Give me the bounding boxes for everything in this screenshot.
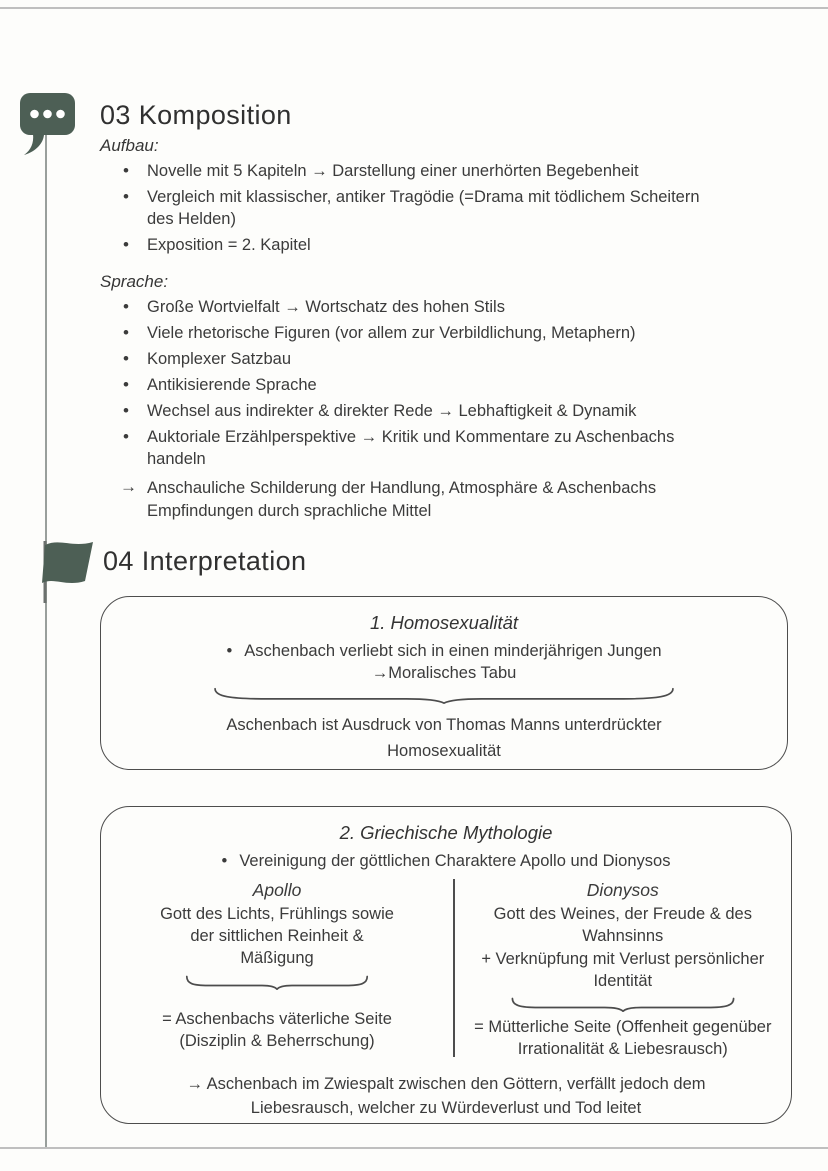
list-item: • Große Wortvielfalt → Wortschatz des hohen Stils	[147, 296, 712, 318]
bottom-divider	[0, 1147, 828, 1149]
mythologie-conclusion: → Aschenbach im Zwiespalt zwischen den Göttern, verfällt jedoch dem Liebesrausch, welcher zu Würdeverlust und Tod leitet	[186, 1075, 706, 1117]
list-item: • Viele rhetorische Figuren (vor allem zur Verbildlichung, Metaphern)	[147, 322, 712, 344]
sprache-label: Sprache:	[100, 272, 169, 291]
box-heading: 1. Homosexualität	[369, 612, 519, 633]
apollo-column	[101, 879, 453, 1060]
mythologie-box	[100, 806, 792, 1124]
comparison-columns	[101, 879, 791, 1060]
list-item: • Wechsel aus indirekter & direkter Rede → Lebhaftigkeit & Dynamik	[147, 400, 712, 422]
apollo-description: Gott des Lichts, Frühlings sowie der sittlichen Reinheit & Mäßigung	[160, 905, 394, 967]
box-note: →Moralisches Tabu	[371, 664, 517, 682]
dionysos-result: = Mütterliche Seite (Offenheit gegenüber Irrationalität & Liebesrausch)	[474, 1018, 772, 1058]
section-title-interpretation: 04 Interpretation	[103, 546, 307, 576]
underbrace-icon	[509, 997, 737, 1012]
speech-bubble-icon	[19, 92, 77, 156]
dionysos-note: + Verknüpfung mit Verlust persönlicher Identität	[481, 950, 765, 990]
dionysos-description: Gott des Weines, der Freude & des Wahnsinns	[493, 905, 752, 945]
box-bullet: • Vereinigung der göttlichen Charaktere Apollo und Dionysos	[101, 852, 791, 871]
box-conclusion: Aschenbach ist Ausdruck von Thomas Manns unterdrückter Homosexualität	[226, 716, 662, 760]
apollo-title: Apollo	[252, 880, 302, 900]
aufbau-list	[100, 160, 748, 256]
list-item: • Novelle mit 5 Kapiteln → Darstellung einer unerhörten Begebenheit	[147, 160, 712, 182]
box-bullet: • Aschenbach verliebt sich in einen minderjährigen Jungen	[101, 642, 787, 661]
list-item: • Vergleich mit klassischer, antiker Tragödie (=Drama mit tödlichem Scheitern des Helden)	[147, 186, 712, 230]
top-divider	[0, 7, 828, 9]
dionysos-column	[455, 879, 791, 1060]
apollo-result: = Aschenbachs väterliche Seite (Disziplin & Beherrschung)	[162, 1010, 392, 1050]
flag-icon	[30, 539, 96, 603]
arrow-marker: →	[120, 477, 137, 496]
homosexualitaet-box	[100, 596, 788, 770]
timeline-line	[45, 134, 47, 1147]
list-item: • Exposition = 2. Kapitel	[147, 234, 712, 256]
sprache-list	[100, 296, 748, 470]
conclusion-text: Anschauliche Schilderung der Handlung, Atmosphäre & Aschenbachs Empfindungen durch sprachliche Mittel	[147, 479, 657, 520]
list-item: • Auktoriale Erzählperspektive → Kritik und Kommentare zu Aschenbachs handeln	[147, 426, 712, 470]
komposition-conclusion	[100, 477, 748, 523]
section-title-komposition: 03 Komposition	[100, 100, 292, 130]
underbrace-icon	[184, 975, 370, 990]
dionysos-title: Dionysos	[586, 880, 659, 900]
box-heading: 2. Griechische Mythologie	[339, 822, 553, 843]
underbrace-icon	[208, 687, 680, 704]
list-item: • Antikisierende Sprache	[147, 374, 712, 396]
section-komposition	[100, 100, 748, 523]
aufbau-label: Aufbau:	[100, 136, 159, 155]
list-item: • Komplexer Satzbau	[147, 348, 712, 370]
